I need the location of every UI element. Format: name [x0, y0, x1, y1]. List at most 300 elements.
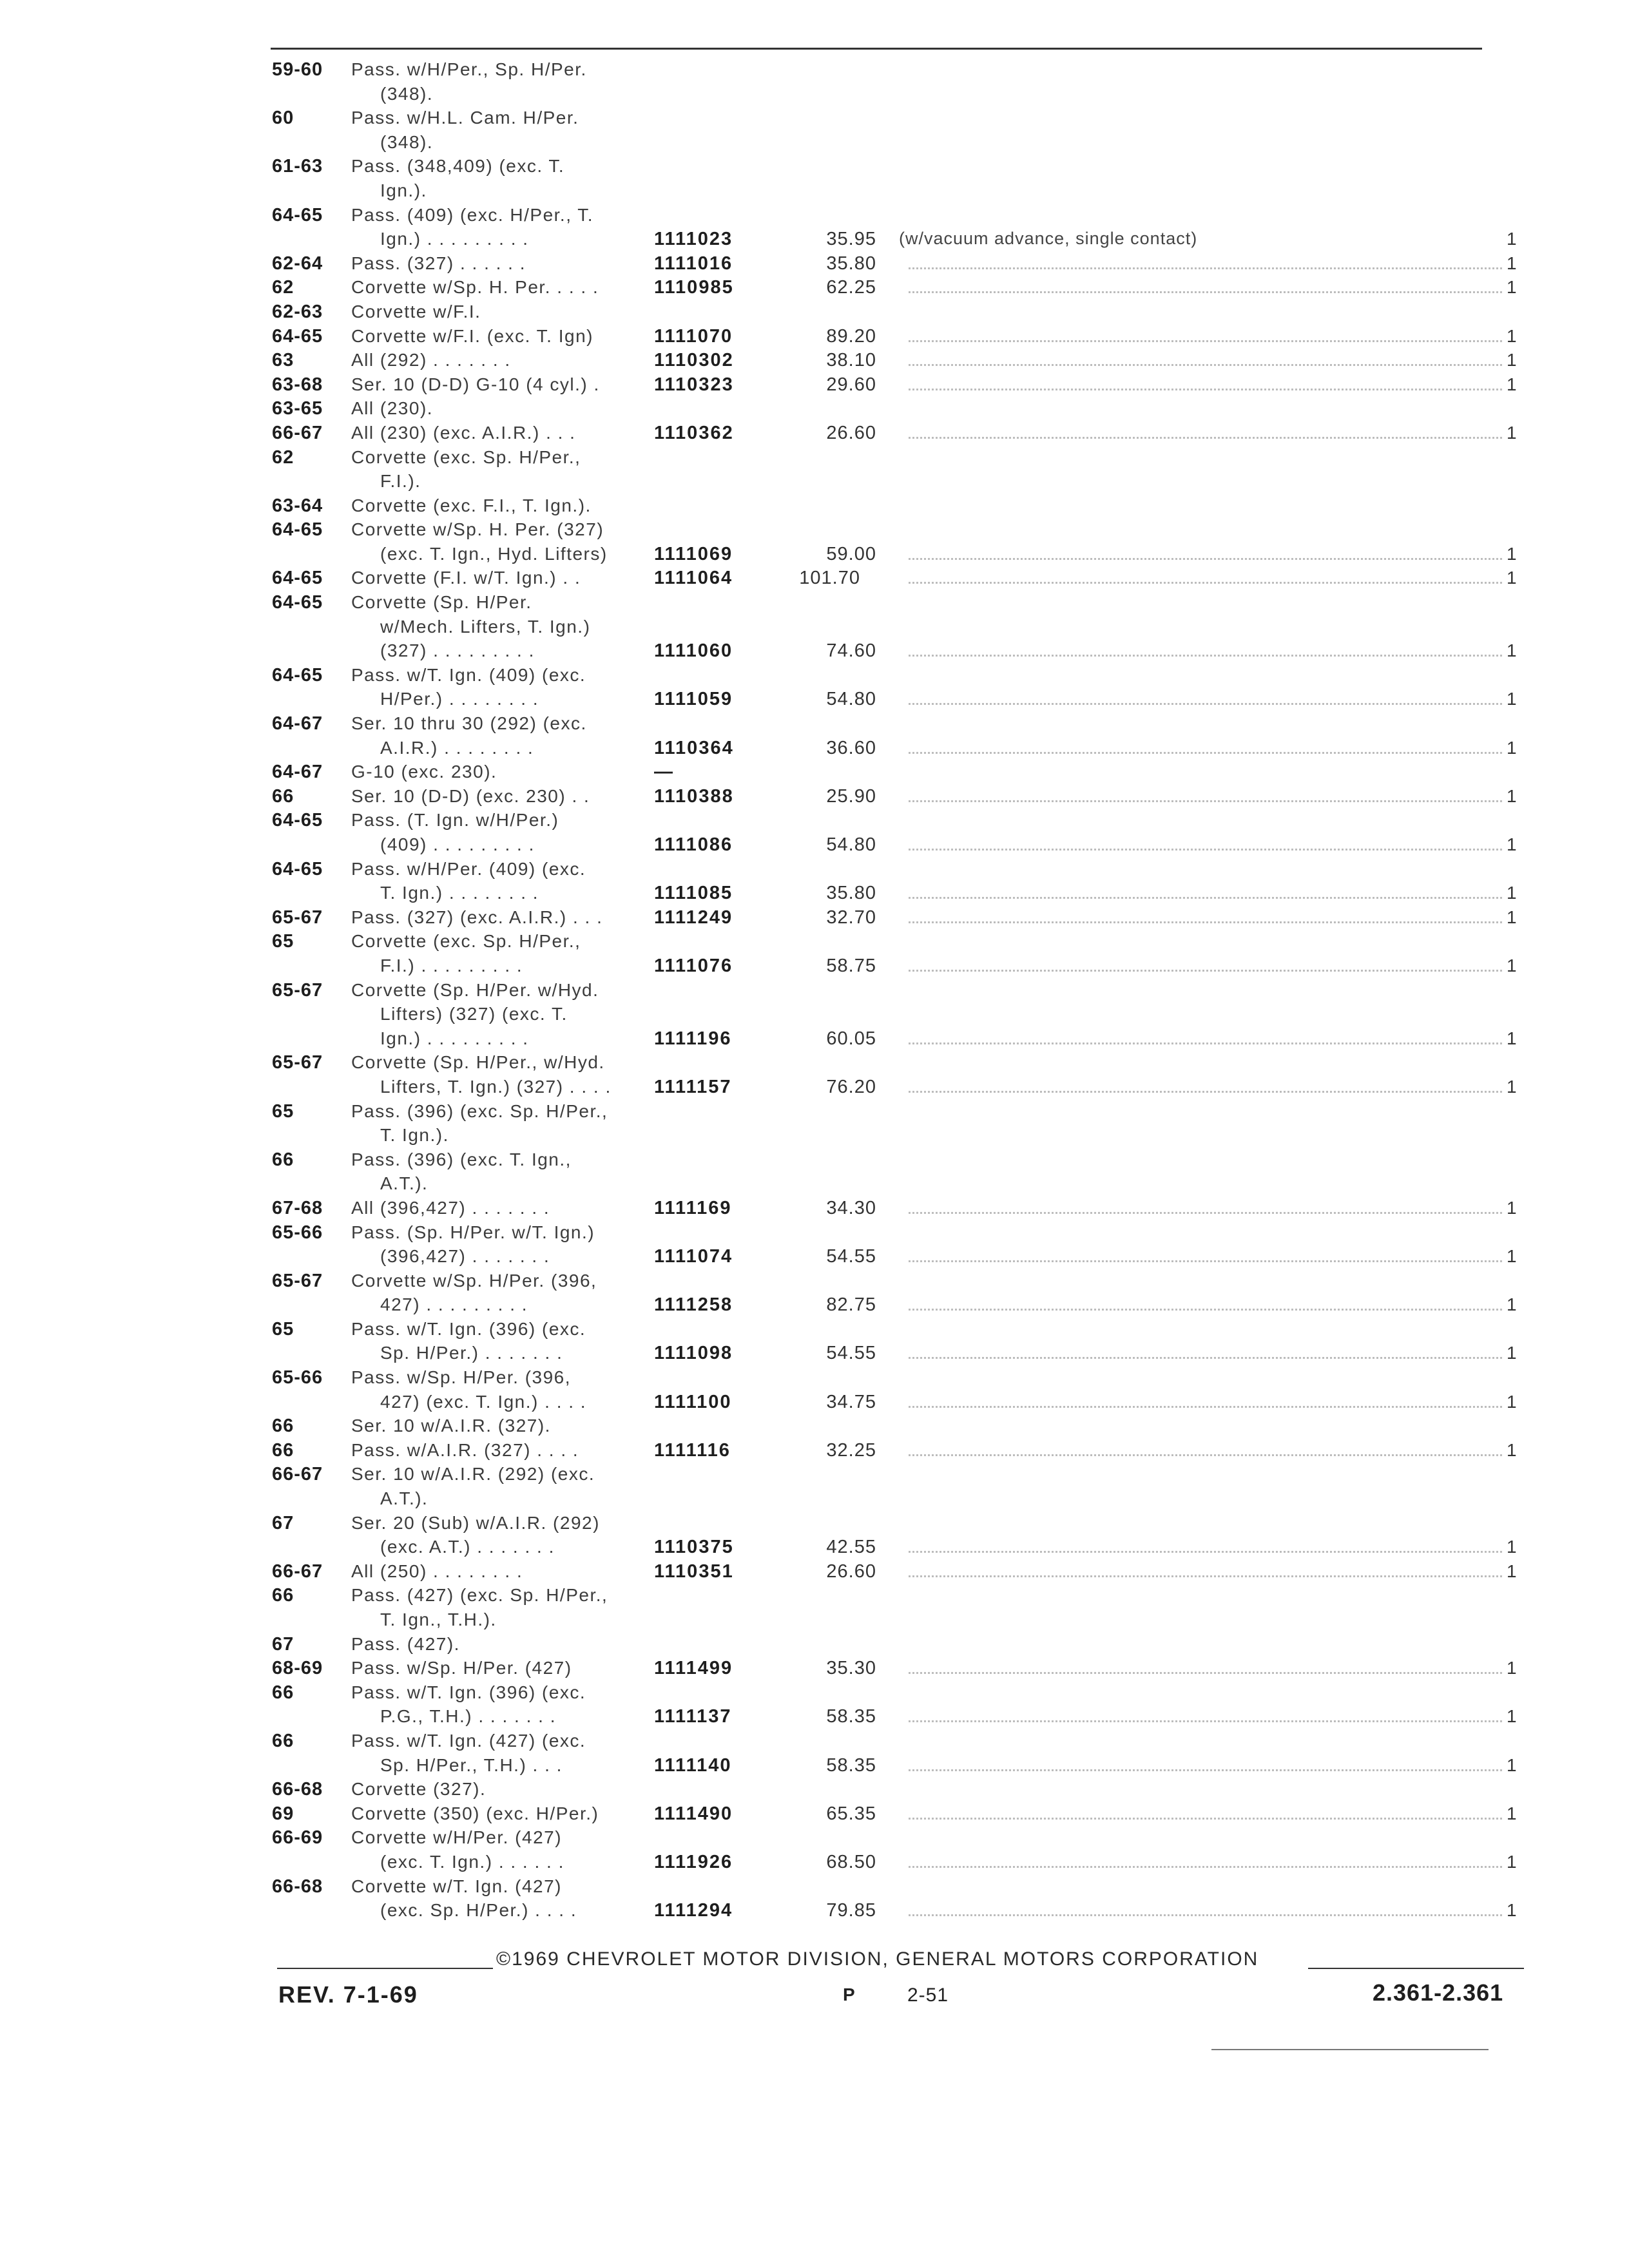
dot-leader [909, 703, 1502, 705]
part-number: 1111074 [654, 1246, 733, 1267]
dot-leader [909, 1575, 1502, 1577]
part-number: 1110985 [654, 277, 734, 298]
model-years: 64-65 [272, 519, 323, 541]
part-number: — [654, 762, 674, 783]
catalog-row [0, 786, 1629, 811]
application-description: Corvette w/Sp. H. Per. . . . . [351, 277, 599, 298]
dot-leader [909, 1406, 1502, 1408]
quantity: 1 [1507, 374, 1517, 394]
model-years: 64-65 [272, 568, 323, 589]
application-description: Pass. (Sp. H/Per. w/T. Ign.) [351, 1222, 595, 1242]
application-description: Pass. (327) (exc. A.I.R.) . . . [351, 907, 603, 927]
catalog-row [0, 1803, 1629, 1828]
copyright-text: ©1969 CHEVROLET MOTOR DIVISION, GENERAL MOTORS CORPORATION [496, 1948, 1259, 1970]
list-price: 32.70 [826, 907, 876, 928]
application-description: T. Ign., T.H.). [380, 1610, 497, 1629]
catalog-row [0, 1900, 1629, 1925]
part-number: 1111100 [654, 1391, 732, 1412]
model-years: 68-69 [272, 1658, 323, 1679]
dot-leader [909, 970, 1502, 972]
catalog-row [0, 640, 1629, 665]
footer-rule-right [1308, 1968, 1524, 1969]
catalog-row [0, 205, 1629, 229]
catalog-row [0, 1731, 1629, 1755]
dot-leader [909, 1454, 1502, 1456]
part-number: 1111169 [654, 1197, 732, 1218]
catalog-row [0, 1294, 1629, 1319]
catalog-row [0, 350, 1629, 374]
list-price: 29.60 [826, 374, 876, 395]
catalog-row [0, 447, 1629, 472]
application-description: Ser. 20 (Sub) w/A.I.R. (292) [351, 1512, 600, 1533]
dot-leader [909, 582, 1502, 584]
quantity: 1 [1507, 785, 1517, 806]
catalog-row [0, 108, 1629, 132]
dot-leader [909, 1818, 1502, 1820]
quantity: 1 [1507, 325, 1517, 346]
quantity: 1 [1507, 1706, 1517, 1727]
catalog-row [0, 1585, 1629, 1610]
application-description: Pass. w/Sp. H/Per. (396, [351, 1367, 572, 1388]
application-description: Corvette w/H/Per. (427) [351, 1827, 563, 1848]
model-years: 65-67 [272, 907, 323, 928]
dot-leader [909, 291, 1502, 293]
catalog-row [0, 1513, 1629, 1537]
list-price: 76.20 [826, 1076, 876, 1097]
model-years: 63 [272, 350, 294, 371]
quantity: 1 [1507, 1754, 1517, 1775]
catalog-row [0, 519, 1629, 544]
model-years: 62 [272, 447, 294, 468]
model-years: 66-67 [272, 1561, 323, 1582]
catalog-row [0, 1004, 1629, 1028]
part-number: 1111140 [654, 1754, 732, 1776]
model-years: 63-68 [272, 374, 323, 395]
revision-date: REV. 7-1-69 [278, 1981, 418, 2008]
application-description: Ser. 10 thru 30 (292) (exc. [351, 713, 587, 734]
top-rule [271, 48, 1482, 50]
part-number: 1111060 [654, 640, 733, 662]
application-description: Ign.) . . . . . . . . . [380, 229, 529, 249]
application-description: A.I.R.) . . . . . . . . [380, 737, 534, 758]
dot-leader [909, 921, 1502, 923]
dot-leader [909, 897, 1502, 899]
model-years: 67 [272, 1512, 294, 1533]
list-price: 54.80 [826, 834, 876, 855]
catalog-row [0, 592, 1629, 617]
model-years: 65 [272, 931, 294, 952]
application-description: Ser. 10 w/A.I.R. (327). [351, 1416, 551, 1436]
list-price: 79.85 [826, 1900, 876, 1921]
catalog-row [0, 180, 1629, 205]
parts-list [0, 59, 1629, 1925]
application-description: Ser. 10 (D-D) (exc. 230) . . [351, 785, 590, 806]
model-years: 64-65 [272, 204, 323, 226]
part-number: 1111157 [654, 1076, 732, 1097]
application-description: Pass. (T. Ign. w/H/Per.) [351, 810, 559, 831]
dot-leader [909, 267, 1502, 269]
dot-leader [909, 752, 1502, 754]
catalog-row [0, 1271, 1629, 1295]
list-price: 38.10 [826, 350, 876, 371]
part-number: 1110388 [654, 785, 734, 807]
quantity: 1 [1507, 277, 1517, 298]
part-number: 1111499 [654, 1658, 733, 1679]
model-years: 63-64 [272, 495, 323, 516]
list-price: 65.35 [826, 1803, 876, 1824]
model-years: 61-63 [272, 156, 323, 177]
catalog-row [0, 374, 1629, 399]
part-number: 1111249 [654, 907, 733, 928]
catalog-row [0, 253, 1629, 278]
application-description: Pass. w/Sp. H/Per. (427) [351, 1658, 572, 1678]
list-price: 60.05 [826, 1028, 876, 1049]
dot-leader [909, 1043, 1502, 1044]
quantity: 1 [1507, 1803, 1517, 1823]
quantity: 1 [1507, 1343, 1517, 1363]
application-description: Corvette (Sp. H/Per. [351, 592, 532, 613]
application-description: Corvette w/Sp. H. Per. (327) [351, 519, 604, 540]
dot-leader [909, 340, 1502, 342]
catalog-row [0, 738, 1629, 762]
model-years: 64-65 [272, 664, 323, 686]
dot-leader [909, 1357, 1502, 1359]
catalog-row [0, 810, 1629, 834]
catalog-row [0, 1755, 1629, 1780]
catalog-row [0, 495, 1629, 520]
model-years: 66 [272, 785, 294, 807]
part-number: 1111064 [654, 568, 733, 589]
catalog-row [0, 1537, 1629, 1561]
list-price: 82.75 [826, 1294, 876, 1316]
application-description: Ser. 10 w/A.I.R. (292) (exc. [351, 1464, 595, 1485]
model-years: 64-65 [272, 858, 323, 879]
application-description: (327) . . . . . . . . . [380, 640, 535, 661]
application-description: 427) . . . . . . . . . [380, 1294, 528, 1315]
footer-rule-left [277, 1968, 493, 1969]
catalog-row [0, 302, 1629, 326]
list-price: 68.50 [826, 1851, 876, 1872]
catalog-row [0, 689, 1629, 713]
model-years: 66 [272, 1149, 294, 1170]
catalog-row [0, 1052, 1629, 1077]
application-description: Lifters, T. Ign.) (327) . . . . [380, 1076, 612, 1097]
model-years: 65 [272, 1318, 294, 1340]
model-years: 62-63 [272, 301, 323, 322]
application-description: P.G., T.H.) . . . . . . . [380, 1706, 556, 1727]
application-description: Pass. (348,409) (exc. T. [351, 156, 565, 177]
catalog-row [0, 1464, 1629, 1488]
application-description: Pass. w/T. Ign. (396) (exc. [351, 1682, 586, 1702]
application-description: (exc. A.T.) . . . . . . . [380, 1537, 555, 1557]
catalog-row [0, 1173, 1629, 1198]
list-price: 42.55 [826, 1537, 876, 1558]
model-years: 65 [272, 1100, 294, 1122]
quantity: 1 [1507, 1851, 1517, 1872]
dot-leader [909, 1720, 1502, 1722]
catalog-row [0, 1852, 1629, 1876]
part-number: 1111196 [654, 1028, 732, 1049]
catalog-row [0, 980, 1629, 1004]
catalog-row [0, 713, 1629, 738]
list-price: 54.55 [826, 1246, 876, 1267]
list-price: 54.80 [826, 689, 876, 710]
catalog-row [0, 883, 1629, 907]
list-price: 58.35 [826, 1706, 876, 1727]
dot-leader [909, 1551, 1502, 1553]
model-years: 65-66 [272, 1222, 323, 1243]
application-description: Pass. (396) (exc. Sp. H/Per., [351, 1100, 608, 1121]
quantity: 1 [1507, 1391, 1517, 1412]
dot-leader [909, 437, 1502, 439]
part-number: 1111023 [654, 229, 733, 250]
page-code: P [843, 1984, 855, 2004]
part-number: 1110362 [654, 422, 734, 443]
quantity: 1 [1507, 1537, 1517, 1557]
dot-leader [909, 364, 1502, 366]
list-price: 58.75 [826, 955, 876, 976]
catalog-row [0, 1101, 1629, 1126]
model-years: 64-65 [272, 810, 323, 831]
application-description: A.T.). [380, 1173, 429, 1194]
model-years: 66 [272, 1585, 294, 1606]
dot-leader [909, 1769, 1502, 1771]
quantity: 1 [1507, 253, 1517, 273]
application-description: All (230). [351, 398, 434, 419]
model-years: 66 [272, 1439, 294, 1461]
part-number: 1111116 [654, 1439, 731, 1461]
catalog-row [0, 1876, 1629, 1901]
dot-leader [909, 1672, 1502, 1674]
catalog-row [0, 326, 1629, 351]
part-number: 1111137 [654, 1706, 732, 1727]
application-description: T. Ign.) . . . . . . . . [380, 883, 539, 903]
application-description: Pass. w/H.L. Cam. H/Per. [351, 108, 579, 128]
application-description: Pass. (396) (exc. T. Ign., [351, 1149, 572, 1169]
catalog-row [0, 1610, 1629, 1634]
catalog-row [0, 1319, 1629, 1343]
list-price: 26.60 [826, 1561, 876, 1582]
catalog-row [0, 277, 1629, 302]
catalog-row [0, 84, 1629, 108]
application-description: w/Mech. Lifters, T. Ign.) [380, 616, 591, 637]
quantity: 1 [1507, 1028, 1517, 1048]
part-number: 1110351 [654, 1561, 734, 1582]
catalog-row [0, 1392, 1629, 1416]
list-price: 34.75 [826, 1391, 876, 1412]
quantity: 1 [1507, 422, 1517, 443]
model-years: 65-66 [272, 1367, 323, 1389]
application-description: Pass. w/T. Ign. (396) (exc. [351, 1318, 586, 1339]
list-price: 74.60 [826, 640, 876, 662]
catalog-row [0, 471, 1629, 495]
application-description: H/Per.) . . . . . . . . [380, 689, 539, 709]
dot-leader [909, 800, 1502, 802]
part-number: 1111086 [654, 834, 733, 855]
application-description: Pass. w/T. Ign. (427) (exc. [351, 1730, 586, 1751]
model-years: 69 [272, 1803, 294, 1824]
catalog-row [0, 1827, 1629, 1852]
catalog-row [0, 1682, 1629, 1707]
list-price: 35.30 [826, 1658, 876, 1679]
list-price: 35.80 [826, 253, 876, 274]
part-number: 1111069 [654, 543, 733, 564]
copyright-footer [277, 1948, 1524, 1974]
quantity: 1 [1507, 689, 1517, 709]
quantity: 1 [1507, 543, 1517, 564]
application-description: Ign.). [380, 180, 427, 200]
catalog-row [0, 568, 1629, 592]
model-years: 67 [272, 1633, 294, 1655]
application-description: Sp. H/Per., T.H.) . . . [380, 1754, 563, 1775]
catalog-row [0, 1416, 1629, 1440]
application-description: Corvette w/F.I. (exc. T. Ign) [351, 325, 593, 346]
application-description: All (292) . . . . . . . [351, 350, 511, 370]
quantity: 1 [1507, 1561, 1517, 1581]
model-years: 64-67 [272, 762, 323, 783]
model-years: 66-68 [272, 1876, 323, 1897]
catalog-row [0, 1367, 1629, 1392]
model-years: 65-67 [272, 1270, 323, 1291]
list-price: 26.60 [826, 422, 876, 443]
application-description: F.I.). [380, 471, 421, 492]
quantity: 1 [1507, 955, 1517, 975]
model-years: 60 [272, 108, 294, 129]
quantity: 1 [1507, 834, 1517, 854]
model-years: 62-64 [272, 253, 323, 274]
dot-leader [909, 655, 1502, 657]
application-description: Corvette (exc. F.I., T. Ign.). [351, 495, 592, 515]
application-description: Corvette (exc. Sp. H/Per., [351, 447, 581, 467]
list-price: 89.20 [826, 325, 876, 347]
application-description: Corvette (F.I. w/T. Ign.) . . [351, 568, 581, 588]
catalog-row [0, 544, 1629, 568]
list-price: 25.90 [826, 785, 876, 807]
catalog-row [0, 1222, 1629, 1247]
application-description: All (396,427) . . . . . . . [351, 1197, 550, 1218]
catalog-row [0, 156, 1629, 180]
catalog-row [0, 1198, 1629, 1222]
application-description: Sp. H/Per.) . . . . . . . [380, 1343, 563, 1363]
application-description: Pass. w/H/Per. (409) (exc. [351, 858, 586, 879]
part-number: 1111085 [654, 883, 733, 904]
catalog-row [0, 1658, 1629, 1682]
quantity: 1 [1507, 1900, 1517, 1921]
model-years: 66 [272, 1416, 294, 1437]
model-years: 64-65 [272, 592, 323, 613]
quantity: 1 [1507, 1076, 1517, 1097]
part-number: 1111490 [654, 1803, 733, 1824]
list-price: 54.55 [826, 1343, 876, 1364]
catalog-row [0, 1028, 1629, 1053]
application-description: (exc. T. Ign., Hyd. Lifters) [380, 543, 608, 564]
catalog-row [0, 1440, 1629, 1465]
model-years: 64-65 [272, 325, 323, 347]
application-description: (exc. T. Ign.) . . . . . . [380, 1851, 564, 1872]
part-number: 1110323 [654, 374, 734, 395]
list-price: 32.25 [826, 1439, 876, 1461]
catalog-row [0, 59, 1629, 84]
application-description: (409) . . . . . . . . . [380, 834, 535, 854]
part-number: 1110375 [654, 1537, 734, 1558]
scan-mark [1211, 2049, 1489, 2050]
list-price: 35.95 [826, 229, 876, 250]
catalog-row [0, 834, 1629, 859]
dot-leader [909, 849, 1502, 850]
quantity: 1 [1507, 883, 1517, 903]
application-description: (396,427) . . . . . . . [380, 1246, 550, 1267]
catalog-row [0, 1125, 1629, 1149]
application-description: 427) (exc. T. Ign.) . . . . [380, 1391, 587, 1412]
model-years: 65-67 [272, 979, 323, 1001]
application-description: Pass. (327) . . . . . . [351, 253, 526, 273]
catalog-row [0, 907, 1629, 932]
part-number: 1110364 [654, 737, 734, 758]
application-description: F.I.) . . . . . . . . . [380, 955, 523, 975]
list-price: 34.30 [826, 1197, 876, 1218]
quantity: 1 [1507, 350, 1517, 370]
application-description: Ser. 10 (D-D) G-10 (4 cyl.) . [351, 374, 600, 394]
catalog-row [0, 859, 1629, 883]
list-price: 36.60 [826, 737, 876, 758]
model-years: 62 [272, 277, 294, 298]
application-description: (exc. Sp. H/Per.) . . . . [380, 1900, 577, 1921]
application-description: (348). [380, 131, 434, 152]
part-number: 1111258 [654, 1294, 733, 1316]
application-description: (348). [380, 83, 434, 104]
model-years: 59-60 [272, 59, 323, 80]
model-years: 66-67 [272, 1464, 323, 1485]
catalog-row [0, 423, 1629, 447]
application-description: Pass. w/H/Per., Sp. H/Per. [351, 59, 587, 79]
application-description: All (230) (exc. A.I.R.) . . . [351, 422, 576, 443]
quantity: 1 [1507, 1439, 1517, 1460]
quantity: 1 [1507, 1246, 1517, 1267]
dot-leader [909, 1309, 1502, 1311]
catalog-row [0, 1246, 1629, 1271]
application-description: G-10 (exc. 230). [351, 762, 497, 782]
catalog-row [0, 956, 1629, 980]
application-description: Pass. w/T. Ign. (409) (exc. [351, 664, 586, 685]
catalog-row [0, 398, 1629, 423]
catalog-row [0, 1149, 1629, 1174]
dot-leader [909, 389, 1502, 390]
list-price: 59.00 [826, 543, 876, 564]
list-price: 101.70 [799, 568, 860, 589]
remark: (w/vacuum advance, single contact) [899, 229, 1198, 249]
application-description: Corvette (exc. Sp. H/Per., [351, 931, 581, 952]
catalog-row [0, 931, 1629, 956]
catalog-row [0, 665, 1629, 689]
application-description: Corvette w/Sp. H/Per. (396, [351, 1270, 597, 1291]
model-years: 66-68 [272, 1779, 323, 1800]
application-description: Pass. (427) (exc. Sp. H/Per., [351, 1585, 608, 1606]
catalog-row [0, 1706, 1629, 1731]
model-years: 66 [272, 1730, 294, 1751]
application-description: Pass. (409) (exc. H/Per., T. [351, 204, 594, 225]
quantity: 1 [1507, 229, 1517, 249]
part-number: 1110302 [654, 350, 734, 371]
catalog-row [0, 1488, 1629, 1513]
part-number: 1111016 [654, 253, 733, 274]
list-price: 62.25 [826, 277, 876, 298]
catalog-row [0, 1779, 1629, 1803]
list-price: 58.35 [826, 1754, 876, 1776]
model-years: 64-67 [272, 713, 323, 735]
part-number: 1111098 [654, 1343, 733, 1364]
application-description: Lifters) (327) (exc. T. [380, 1004, 568, 1024]
quantity: 1 [1507, 1658, 1517, 1678]
